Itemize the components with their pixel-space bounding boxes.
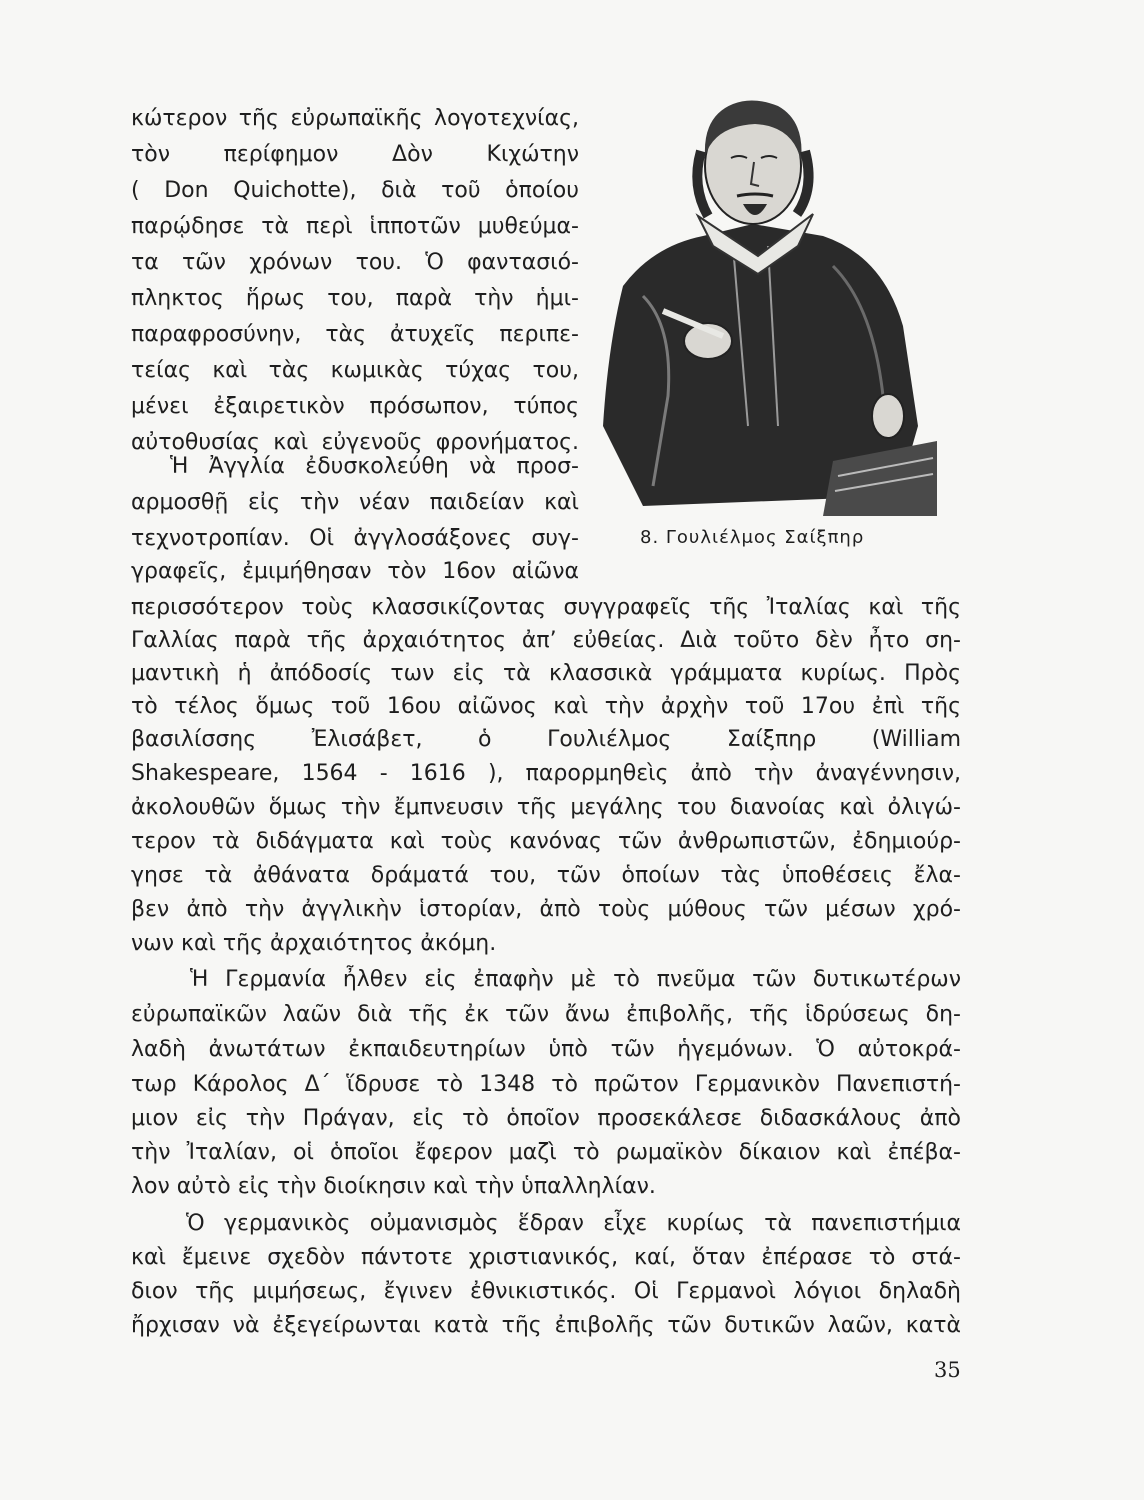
- text-line: καὶ ἔμεινε σχεδὸν πάντοτε χριστιανικός, καί, ὅταν ἐπέρασε τὸ στά-: [131, 1245, 961, 1270]
- text-line: βασιλίσσης Ἐλισάβετ, ὁ Γουλιέλμος Σαίξπηρ (William: [131, 727, 961, 752]
- text-line: τα τῶν χρόνων του. Ὁ φαντασιό-: [131, 250, 579, 275]
- text-line: Ἡ Γερμανία ἦλθεν εἰς ἐπαφὴν μὲ τὸ πνεῦμα τῶν δυτικωτέρων: [190, 967, 961, 992]
- text-line: τὸ τέλος ὅμως τοῦ 16ου αἰῶνος καὶ τὴν ἀρχὴν τοῦ 17ου ἐπὶ τῆς: [131, 694, 961, 719]
- text-line: τωρ Κάρολος Δ΄ ἵδρυσε τὸ 1348 τὸ πρῶτον Γερμανικὸν Πανεπιστή-: [131, 1072, 961, 1097]
- text-line: Shakespeare, 1564 - 1616 ), παρορμηθεὶς ἀπὸ τὴν ἀναγέννησιν,: [131, 761, 961, 786]
- portrait-image: [583, 96, 937, 522]
- text-line: ἤρχισαν νὰ ἐξεγείρωνται κατὰ τῆς ἐπιβολῆς τῶν δυτικῶν λαῶν, κατὰ: [131, 1313, 961, 1338]
- text-line: τὴν Ἰταλίαν, οἱ ὁποῖοι ἔφερον μαζὶ τὸ ρωμαϊκὸν δίκαιον καὶ ἐπέβα-: [131, 1140, 961, 1165]
- text-line: βεν ἀπὸ τὴν ἀγγλικὴν ἱστορίαν, ἀπὸ τοὺς μύθους τῶν μέσων χρό-: [131, 897, 961, 922]
- text-line: εὐρωπαϊκῶν λαῶν διὰ τῆς ἐκ τῶν ἄνω ἐπιβολῆς, τῆς ἱδρύσεως δη-: [131, 1002, 961, 1027]
- text-line: μιον εἰς τὴν Πράγαν, εἰς τὸ ὁποῖον προσεκάλεσε διδασκάλους ἀπὸ: [131, 1106, 961, 1131]
- text-line: μαντικὴ ἡ ἀπόδοσίς των εἰς τὰ κλασσικὰ γράμματα κυρίως. Πρὸς: [131, 661, 961, 686]
- text-line: διον τῆς μιμήσεως, ἔγινεν ἐθνικιστικός. Οἱ Γερμανοὶ λόγιοι δηλαδὴ: [131, 1279, 961, 1304]
- text-line: ( Don Quichotte), διὰ τοῦ ὁποίου: [131, 178, 579, 203]
- text-line: ἀκολουθῶν ὅμως τὴν ἔμπνευσιν τῆς μεγάλης του διανοίας καὶ ὀλιγώ-: [131, 795, 961, 820]
- page-number: 35: [934, 1358, 961, 1382]
- text-line: κώτερον τῆς εὐρωπαϊκῆς λογοτεχνίας,: [131, 106, 579, 131]
- text-line: περισσότερον τοὺς κλασσικίζοντας συγγραφεῖς τῆς Ἰταλίας καὶ τῆς: [131, 595, 961, 620]
- text-line: νων καὶ τῆς ἀρχαιότητος ἀκόμη.: [131, 931, 497, 956]
- text-line: παρῴδησε τὰ περὶ ἱπποτῶν μυθεύμα-: [131, 214, 579, 239]
- text-line: παραφροσύνην, τὰς ἀτυχεῖς περιπε-: [131, 322, 579, 347]
- text-line: τὸν περίφημον Δὸν Κιχώτην: [131, 142, 579, 167]
- text-line: λαδὴ ἀνωτάτων ἐκπαιδευτηρίων ὑπὸ τῶν ἡγεμόνων. Ὁ αὐτοκρά-: [131, 1037, 961, 1062]
- figure-caption: 8. Γουλιέλμος Σαίξπηρ: [640, 527, 865, 548]
- text-line: γησε τὰ ἀθάνατα δράματά του, τῶν ὁποίων τὰς ὑποθέσεις ἔλα-: [131, 863, 961, 888]
- text-line: Ἡ Ἀγγλία ἐδυσκολεύθη νὰ προσ-: [170, 454, 579, 479]
- text-line: τερον τὰ διδάγματα καὶ τοὺς κανόνας τῶν ἀνθρωπιστῶν, ἐδημιούρ-: [131, 829, 961, 854]
- text-line: αὐτοθυσίας καὶ εὐγενοῦς φρονήματος.: [131, 430, 579, 455]
- text-line: τείας καὶ τὰς κωμικὰς τύχας του,: [131, 358, 579, 383]
- text-line: πληκτος ἥρως του, παρὰ τὴν ἡμι-: [131, 286, 579, 311]
- text-line: τεχνοτροπίαν. Οἱ ἀγγλοσάξονες συγ-: [131, 526, 579, 551]
- text-line: μένει ἐξαιρετικὸν πρόσωπον, τύπος: [131, 394, 579, 419]
- shakespeare-portrait: [583, 96, 937, 522]
- text-line: Ὁ γερμανικὸς οὐμανισμὸς ἕδραν εἶχε κυρίως τὰ πανεπιστήμια: [186, 1211, 961, 1236]
- text-line: λον αὐτὸ εἰς τὴν διοίκησιν καὶ τὴν ὑπαλληλίαν.: [131, 1174, 656, 1199]
- text-line: αρμοσθῇ εἰς τὴν νέαν παιδείαν καὶ: [131, 490, 579, 515]
- text-line: γραφεῖς, ἐμιμήθησαν τὸν 16ον αἰῶνα: [131, 559, 579, 584]
- text-line: Γαλλίας παρὰ τῆς ἀρχαιότητος ἀπ’ εὐθείας. Διὰ τοῦτο δὲν ἦτο ση-: [131, 628, 961, 653]
